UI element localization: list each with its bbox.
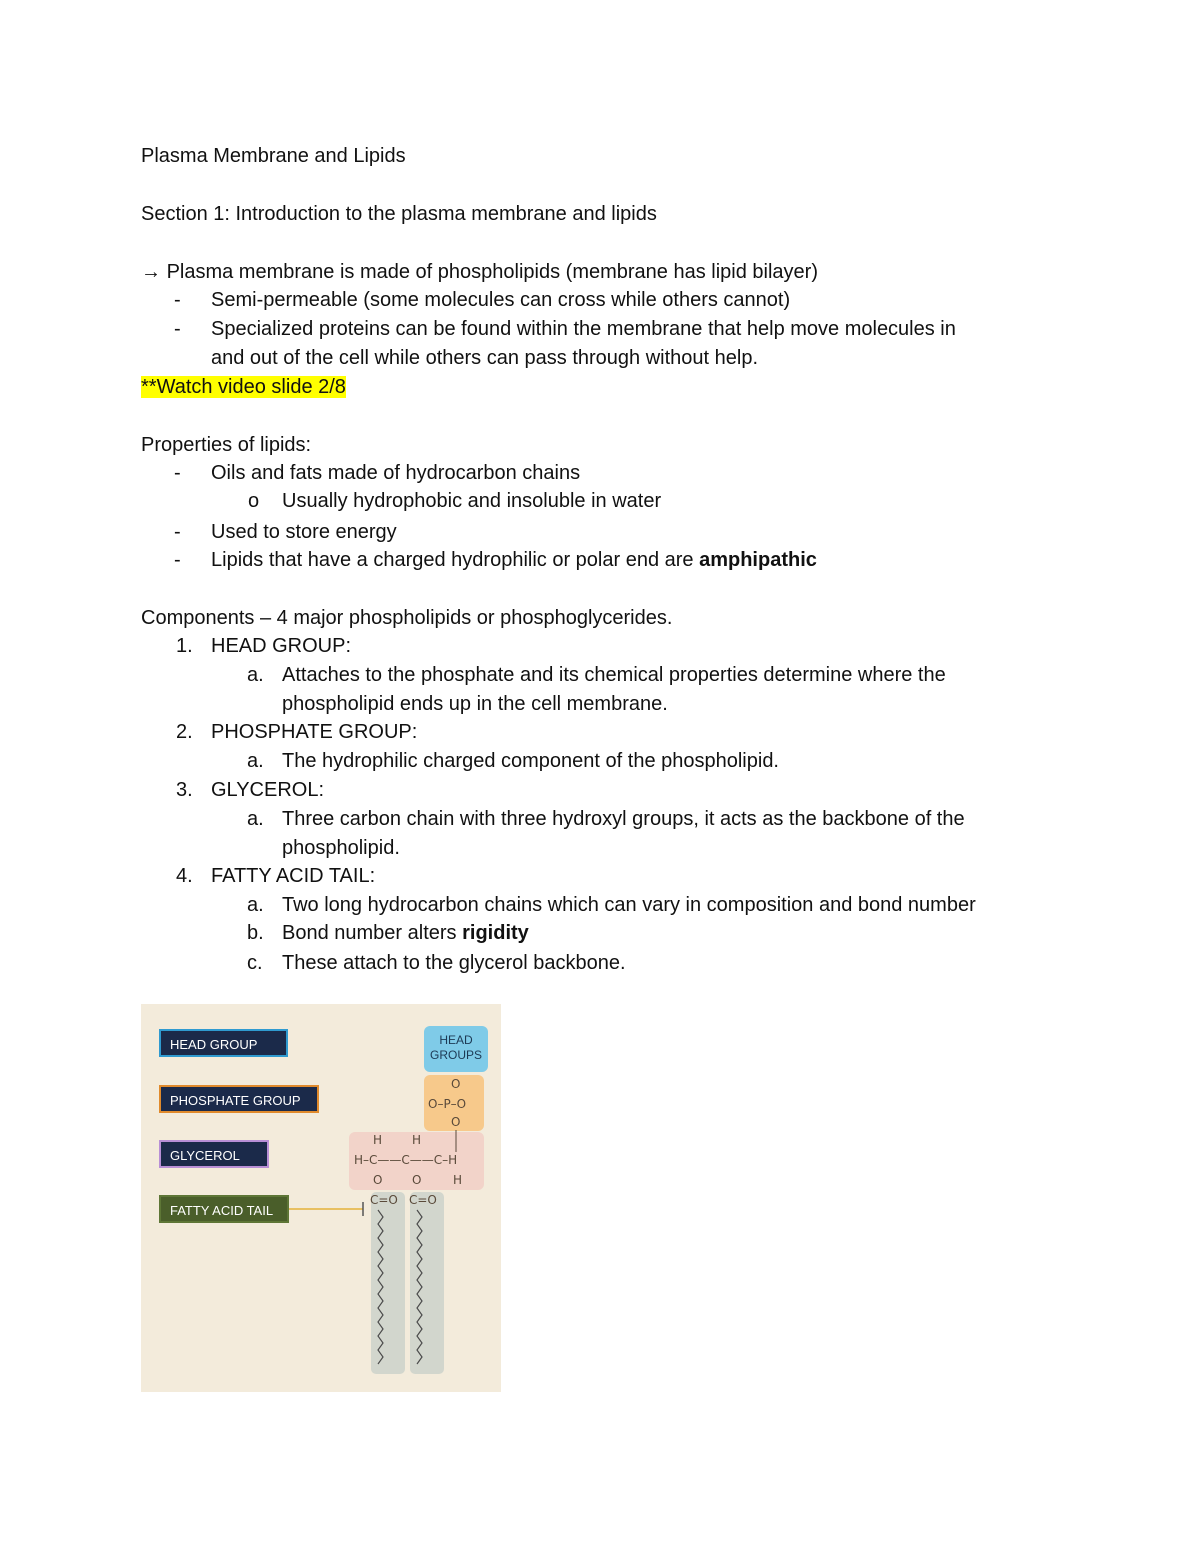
list-item: FATTY ACID TAIL: <box>211 865 376 887</box>
sub-item: Two long hydrocarbon chains which can vary in composition and bond number <box>282 894 976 916</box>
dash-bullet: - <box>174 549 181 571</box>
legend-glycerol: GLYCEROL <box>159 1140 269 1168</box>
section-heading: Section 1: Introduction to the plasma membrane and lipids <box>141 203 657 225</box>
dash-bullet: - <box>174 289 181 311</box>
list-item: GLYCEROL: <box>211 779 324 801</box>
svg-text:O: O <box>451 1115 461 1129</box>
bullet-text: Specialized proteins can be found within the membrane that help move molecules in <box>211 318 956 340</box>
dash-bullet: - <box>174 462 181 484</box>
svg-text:C=O: C=O <box>370 1193 398 1207</box>
list-number: 4. <box>176 865 193 887</box>
svg-text:H: H <box>453 1173 463 1187</box>
sub-bullet-text: Usually hydrophobic and insoluble in water <box>282 490 662 512</box>
svg-text:O: O <box>373 1173 383 1187</box>
sub-item: Attaches to the phosphate and its chemical properties determine where the <box>282 664 946 686</box>
svg-text:O: O <box>412 1173 422 1187</box>
sub-letter: c. <box>247 952 263 974</box>
sub-item: Three carbon chain with three hydroxyl groups, it acts as the backbone of the <box>282 808 965 830</box>
svg-text:O: O <box>451 1077 461 1091</box>
svg-text:C=O: C=O <box>409 1193 437 1207</box>
sub-letter: a. <box>247 808 264 830</box>
sub-item: The hydrophilic charged component of the phospholipid. <box>282 750 779 772</box>
sub-letter: a. <box>247 750 264 772</box>
svg-text:H–C——C——C–H: H–C——C——C–H <box>354 1153 458 1167</box>
svg-text:H: H <box>373 1133 383 1147</box>
list-item: HEAD GROUP: <box>211 635 352 657</box>
phospholipid-diagram <box>141 1004 501 1392</box>
bullet-text-cont: and out of the cell while others can pass through without help. <box>211 347 759 369</box>
sub-letter: a. <box>247 894 264 916</box>
svg-text:O–P–O: O–P–O <box>428 1097 467 1111</box>
list-number: 2. <box>176 721 193 743</box>
sub-item-cont: phospholipid. <box>282 837 400 859</box>
components-heading: Components – 4 major phospholipids or phosphoglycerides. <box>141 607 673 629</box>
glycerol-structure-icon <box>141 1004 501 1392</box>
sub-item-cont: phospholipid ends up in the cell membrane. <box>282 693 668 715</box>
bullet-text <box>211 546 817 575</box>
bold-term: amphipathic <box>699 549 817 571</box>
dash-bullet: - <box>174 521 181 543</box>
list-number: 3. <box>176 779 193 801</box>
legend-phosphate-group: PHOSPHATE GROUP <box>159 1085 319 1113</box>
dash-bullet: - <box>174 318 181 340</box>
point-text: Plasma membrane is made of phospholipids (membrane has lipid bilayer) <box>166 261 818 283</box>
zigzag-chain <box>378 1210 383 1364</box>
sub-item <box>282 919 529 948</box>
legend-head-group: HEAD GROUP <box>159 1029 288 1057</box>
watch-note <box>141 373 346 402</box>
circle-bullet: o <box>248 490 260 512</box>
text-run: Lipids that have a charged hydrophilic or polar end are <box>211 549 700 571</box>
svg-text:H: H <box>412 1133 422 1147</box>
list-number: 1. <box>176 635 193 657</box>
bullet-text: Oils and fats made of hydrocarbon chains <box>211 462 581 484</box>
doc-title: Plasma Membrane and Lipids <box>141 145 406 167</box>
arrow-icon: → <box>141 261 161 283</box>
bullet-text: Semi-permeable (some molecules can cross while others cannot) <box>211 289 791 311</box>
badge-line: HEAD <box>439 1033 473 1047</box>
sub-letter: a. <box>247 664 264 686</box>
legend-fatty-acid-tail: FATTY ACID TAIL <box>159 1195 289 1223</box>
point-line <box>141 258 818 287</box>
badge-line: GROUPS <box>429 1048 482 1062</box>
properties-heading: Properties of lipids: <box>141 434 312 456</box>
highlight-text: **Watch video slide 2/8 <box>141 376 346 398</box>
sub-letter: b. <box>247 922 264 944</box>
bullet-text: Used to store energy <box>211 521 397 543</box>
bold-term: rigidity <box>462 922 529 944</box>
sub-item: These attach to the glycerol backbone. <box>282 952 626 974</box>
zigzag-chain <box>417 1210 422 1364</box>
list-item: PHOSPHATE GROUP: <box>211 721 418 743</box>
text-run: Bond number alters <box>282 922 463 944</box>
